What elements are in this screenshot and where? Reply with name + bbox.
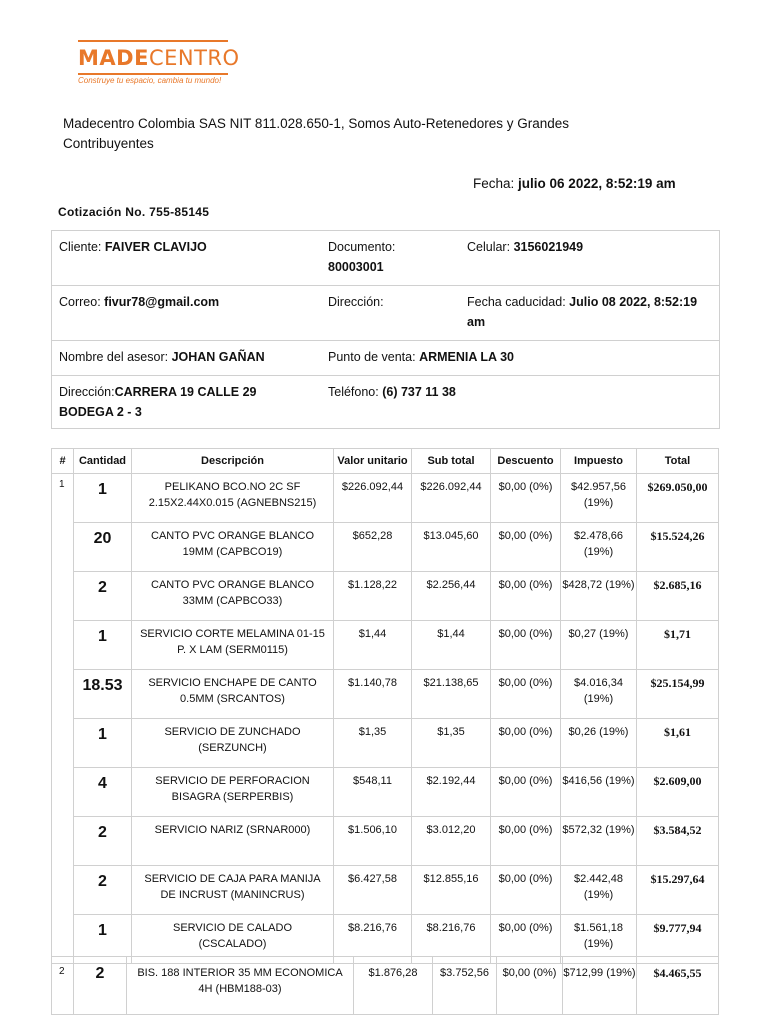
item-subtotal-value: $12.855,16 (423, 873, 479, 885)
item-unit-price (334, 621, 412, 670)
item-tax-value: $2.442,48 (19%) (574, 873, 623, 901)
table-row (52, 621, 719, 670)
item-description-value: SERVICIO NARIZ (SRNAR000) (154, 824, 311, 836)
item-quantity (74, 817, 132, 866)
item-description (132, 866, 334, 915)
item-tax (561, 572, 637, 621)
item-discount (491, 474, 561, 523)
email-value: fivur78@gmail.com (104, 295, 220, 309)
item-subtotal-value: $3.012,20 (426, 824, 476, 836)
item-discount (491, 719, 561, 768)
logo-bold-part: MADE (78, 46, 149, 70)
item-tax-value: $0,27 (19%) (568, 628, 629, 640)
item-subtotal-value: $13.045,60 (423, 530, 479, 542)
item-quantity-value: 4 (98, 775, 107, 792)
phone-cell (467, 237, 583, 257)
item-tax-value: $0,26 (19%) (568, 726, 629, 738)
item-total-value: $1,61 (664, 725, 691, 739)
phone-value: 3156021949 (513, 240, 584, 254)
logo-slogan: Construye tu espacio, cambia tu mundo! (78, 76, 222, 85)
item-tax (561, 670, 637, 719)
store-cell (328, 347, 514, 367)
table-row (52, 670, 719, 719)
item-subtotal-value: $21.138,65 (423, 677, 479, 689)
item-unit-price (334, 768, 412, 817)
item-tax-value: $572,32 (19%) (562, 824, 635, 836)
item-total (637, 474, 719, 523)
info-row-advisor (52, 341, 719, 376)
client-label: Cliente: (59, 240, 102, 254)
item-description (132, 670, 334, 719)
item-total (637, 670, 719, 719)
item-subtotal (412, 768, 491, 817)
date-value: julio 06 2022, 8:52:19 am (518, 176, 676, 191)
item-description-value: BIS. 188 INTERIOR 35 MM ECONOMICA 4H (HBM188-03) (137, 967, 343, 995)
info-row-client (52, 231, 719, 286)
expiry-value: Julio 08 2022, 8:52:19 am (467, 295, 698, 329)
item-quantity (74, 523, 132, 572)
item-tax (561, 523, 637, 572)
item-quantity-value: 2 (98, 579, 107, 596)
item-description (132, 572, 334, 621)
item-quantity-value: 1 (98, 922, 107, 939)
item-subtotal (412, 474, 491, 523)
item-total-value: $9.777,94 (653, 921, 702, 935)
item-total (637, 768, 719, 817)
item-unit-price (334, 817, 412, 866)
date-label: Fecha: (473, 176, 515, 191)
phone-label: Celular: (467, 240, 511, 254)
item-subtotal-value: $2.192,44 (426, 775, 476, 787)
item-quantity-value: 2 (98, 824, 107, 841)
table-row (52, 523, 719, 572)
item-subtotal (433, 957, 497, 1015)
item-discount-value: $0,00 (0%) (498, 922, 553, 934)
table-row (52, 474, 719, 523)
item-subtotal-value: $8.216,76 (426, 922, 476, 934)
item-quantity-value: 20 (93, 530, 112, 547)
items-table (51, 448, 719, 964)
customer-info-table (51, 230, 720, 429)
item-tax (561, 866, 637, 915)
item-description (127, 957, 354, 1015)
item-discount-value: $0,00 (0%) (498, 481, 553, 493)
document-cell (328, 237, 395, 277)
info-row-store-address (52, 376, 719, 429)
address-label: Dirección: (328, 295, 384, 309)
item-quantity (74, 572, 132, 621)
store-address-value: CARRERA 19 CALLE 29 BODEGA 2 - 3 (59, 385, 257, 419)
item-tax (561, 817, 637, 866)
document-label: Documento: (328, 240, 396, 254)
item-total-value: $15.524,26 (650, 529, 705, 543)
item-unit-price (334, 719, 412, 768)
item-unit-price-value: $1.128,22 (348, 579, 397, 591)
item-unit-price-value: $1.876,28 (368, 967, 418, 979)
item-quantity-value: 1 (98, 726, 107, 743)
item-description (132, 719, 334, 768)
item-discount (491, 523, 561, 572)
item-description (132, 523, 334, 572)
item-discount-value: $0,00 (0%) (502, 967, 557, 979)
item-discount (491, 670, 561, 719)
advisor-label: Nombre del asesor: (59, 350, 169, 364)
email-label: Correo: (59, 295, 101, 309)
item-unit-price (334, 866, 412, 915)
document-value: 80003001 (328, 260, 384, 274)
item-tax-value: $428,72 (19%) (562, 579, 635, 591)
table-row (52, 866, 719, 915)
item-tax-value: $2.478,66 (19%) (574, 530, 623, 558)
item-discount (497, 957, 563, 1015)
item-subtotal-value: $2.256,44 (426, 579, 476, 591)
table-row (52, 817, 719, 866)
item-description (132, 474, 334, 523)
item-quantity-value: 1 (98, 481, 107, 498)
item-quantity (74, 719, 132, 768)
item-quantity-value: 2 (98, 873, 107, 890)
store-label: Punto de venta: (328, 350, 416, 364)
item-total (637, 523, 719, 572)
item-discount-value: $0,00 (0%) (498, 873, 553, 885)
col-header-quantity: Cantidad (74, 449, 132, 474)
item-tax (561, 621, 637, 670)
item-discount (491, 866, 561, 915)
logo-regular-part: CENTRO (148, 46, 240, 70)
item-subtotal (412, 719, 491, 768)
item-subtotal (412, 866, 491, 915)
quote-date (473, 176, 676, 191)
item-subtotal (412, 572, 491, 621)
item-description (132, 621, 334, 670)
item-unit-price-value: $652,28 (352, 530, 393, 542)
client-value: FAIVER CLAVIJO (104, 240, 207, 254)
item-discount-value: $0,00 (0%) (498, 824, 553, 836)
item-total (637, 817, 719, 866)
item-description (132, 817, 334, 866)
group-number: 2 (52, 957, 74, 1015)
item-tax (561, 719, 637, 768)
item-quantity (74, 768, 132, 817)
item-quantity (74, 474, 132, 523)
item-description-value: CANTO PVC ORANGE BLANCO 33MM (CAPBCO33) (151, 579, 314, 607)
col-header-tax: Impuesto (561, 449, 637, 474)
item-tax (563, 957, 637, 1015)
item-total-value: $1,71 (664, 627, 691, 641)
item-unit-price (334, 474, 412, 523)
item-discount (491, 621, 561, 670)
col-header-total: Total (637, 449, 719, 474)
col-header-subtotal: Sub total (412, 449, 491, 474)
info-row-email (52, 286, 719, 341)
item-discount-value: $0,00 (0%) (498, 530, 553, 542)
table-row (52, 719, 719, 768)
item-description-value: SERVICIO DE ZUNCHADO (SERZUNCH) (164, 726, 301, 754)
item-unit-price-value: $548,11 (353, 775, 392, 787)
item-quantity (74, 957, 127, 1015)
item-description-value: SERVICIO DE PERFORACION BISAGRA (SERPERBIS) (155, 775, 310, 803)
col-header-description: Descripción (132, 449, 334, 474)
item-discount-value: $0,00 (0%) (498, 677, 553, 689)
item-unit-price (334, 523, 412, 572)
col-header-number: # (52, 449, 74, 474)
item-tax (561, 768, 637, 817)
store-phone-label: Teléfono: (328, 385, 379, 399)
item-total (637, 572, 719, 621)
client-cell (59, 237, 207, 257)
item-tax-value: $1.561,18 (19%) (574, 922, 623, 950)
item-subtotal (412, 670, 491, 719)
email-cell (59, 292, 219, 312)
item-tax-value: $4.016,34 (19%) (574, 677, 623, 705)
item-total-value: $2.685,16 (653, 578, 702, 592)
item-subtotal (412, 523, 491, 572)
item-total (637, 719, 719, 768)
item-discount (491, 768, 561, 817)
item-subtotal (412, 621, 491, 670)
items-table-group-2 (51, 956, 719, 1015)
item-subtotal-value: $1,44 (437, 628, 465, 640)
items-body (52, 474, 719, 964)
item-quantity-value: 2 (95, 965, 105, 982)
store-address-label: Dirección: (59, 385, 115, 399)
item-unit-price-value: $226.092,44 (341, 481, 404, 493)
advisor-cell (59, 347, 265, 367)
group-number: 1 (52, 474, 74, 964)
item-tax-value: $42.957,56 (19%) (570, 481, 627, 509)
item-total-value: $4.465,55 (653, 966, 702, 980)
expiry-cell (467, 292, 707, 332)
col-header-discount: Descuento (491, 449, 561, 474)
item-unit-price-value: $8.216,76 (348, 922, 397, 934)
item-tax (561, 474, 637, 523)
item-description (132, 768, 334, 817)
item-subtotal-value: $3.752,56 (440, 967, 489, 979)
logo-bottom-rule (78, 73, 228, 75)
item-discount-value: $0,00 (0%) (498, 726, 553, 738)
advisor-value: JOHAN GAÑAN (171, 350, 265, 364)
item-subtotal-value: $1,35 (437, 726, 465, 738)
table-row (52, 572, 719, 621)
item-discount-value: $0,00 (0%) (498, 579, 553, 591)
item-description-value: PELIKANO BCO.NO 2C SF 2.15X2.44X0.015 (AGNEBNS215) (148, 481, 317, 509)
item-discount-value: $0,00 (0%) (498, 775, 553, 787)
item-description-value: CANTO PVC ORANGE BLANCO 19MM (CAPBCO19) (151, 530, 314, 558)
items-header-row (52, 449, 719, 474)
item-discount (491, 817, 561, 866)
item-total (637, 957, 719, 1015)
table-row (52, 768, 719, 817)
item-description-value: SERVICIO ENCHAPE DE CANTO 0.5MM (SRCANTOS) (148, 677, 317, 705)
item-quantity-value: 1 (98, 628, 107, 645)
item-unit-price (334, 572, 412, 621)
item-tax-value: $416,56 (19%) (562, 775, 635, 787)
item-discount-value: $0,00 (0%) (498, 628, 553, 640)
item-unit-price (334, 670, 412, 719)
item-total-value: $15.297,64 (650, 872, 705, 886)
item-total-value: $269.050,00 (647, 480, 708, 494)
item-description-value: SERVICIO CORTE MELAMINA 01-15 P. X LAM (SERM0115) (140, 628, 325, 656)
brand-logo (78, 40, 240, 85)
address-cell (328, 292, 384, 312)
item-quantity (74, 621, 132, 670)
item-unit-price-value: $1.506,10 (348, 824, 397, 836)
store-value: ARMENIA LA 30 (419, 350, 514, 364)
store-phone-cell (328, 382, 456, 402)
expiry-label: Fecha caducidad: (467, 295, 566, 309)
item-description-value: SERVICIO DE CALADO (CSCALADO) (173, 922, 292, 950)
store-address-cell (59, 382, 279, 422)
item-description-value: SERVICIO DE CAJA PARA MANIJA DE INCRUST (MANINCRUS) (144, 873, 321, 901)
item-quantity (74, 866, 132, 915)
item-total (637, 621, 719, 670)
item-tax-value: $712,99 (19%) (563, 967, 636, 979)
quote-number: Cotización No. 755-85145 (58, 205, 210, 219)
item-total-value: $25.154,99 (650, 676, 705, 690)
item-unit-price-value: $6.427,58 (348, 873, 397, 885)
item-subtotal (412, 817, 491, 866)
item-total (637, 866, 719, 915)
item-unit-price-value: $1,35 (358, 726, 387, 738)
item-quantity (74, 670, 132, 719)
item-unit-price (354, 957, 433, 1015)
item-unit-price-value: $1.140,78 (348, 677, 397, 689)
item-quantity-value: 18.53 (82, 677, 123, 694)
item-subtotal-value: $226.092,44 (420, 481, 482, 493)
item-discount (491, 572, 561, 621)
col-header-unit-price: Valor unitario (334, 449, 412, 474)
item-total-value: $2.609,00 (653, 774, 702, 788)
logo-top-rule (78, 40, 228, 42)
company-line: Madecentro Colombia SAS NIT 811.028.650-1, Somos Auto-Retenedores y Grandes Contribuyentes (63, 116, 570, 151)
store-phone-value: (6) 737 11 38 (382, 385, 456, 399)
item-total-value: $3.584,52 (653, 823, 702, 837)
table-row (52, 957, 719, 1015)
logo-wordmark (78, 46, 240, 70)
item-unit-price-value: $1,44 (358, 628, 387, 640)
